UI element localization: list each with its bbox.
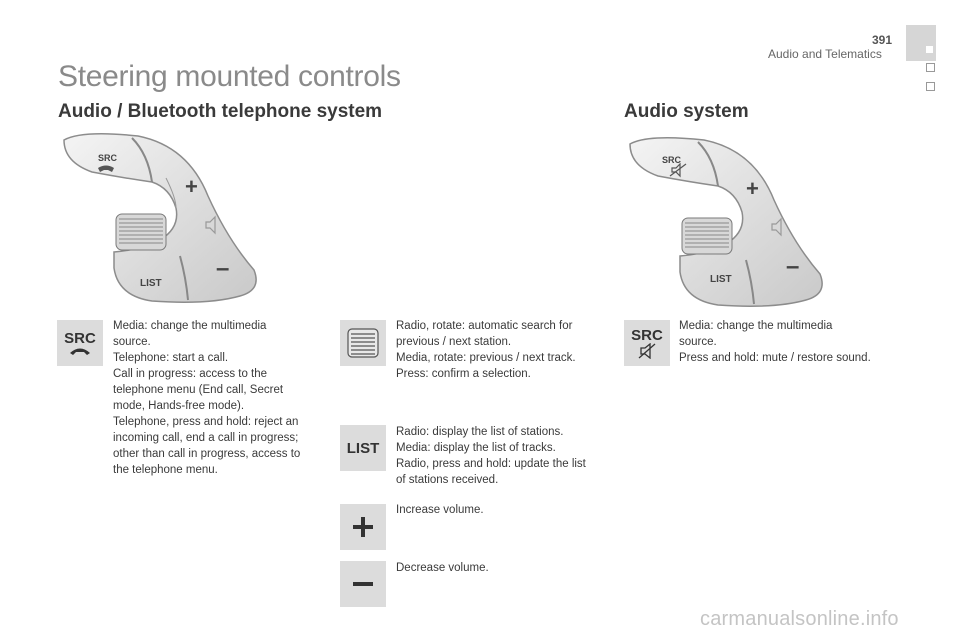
description-line: previous / next station. (396, 336, 512, 348)
thumbwheel-description (396, 318, 611, 382)
description-line: telephone menu (End call, Secret (113, 384, 284, 396)
description-line: Media, rotate: previous / next track. (396, 352, 576, 364)
left-section-title: Audio / Bluetooth telephone system (58, 101, 383, 122)
wheel-src-label: SRC (98, 153, 118, 163)
wheel-list-label: LIST (710, 274, 732, 285)
wheel-list-label: LIST (140, 278, 162, 289)
volume-up-icon-box (340, 504, 386, 550)
volume-down-icon-box (340, 561, 386, 607)
chapter-tab-square (926, 82, 935, 91)
list-description (396, 424, 611, 488)
description-line: Press: confirm a selection. (396, 368, 531, 380)
left-steering-control-illustration (56, 128, 266, 310)
plus-icon (351, 515, 375, 539)
wheel-minus-glyph: – (786, 253, 800, 280)
volume-up-description (396, 502, 611, 518)
thumbwheel-icon-box (340, 320, 386, 366)
description-line: Telephone: start a call. (113, 352, 229, 364)
description-line: Decrease volume. (396, 562, 489, 574)
description-line: source. (679, 336, 717, 348)
right-steering-control-illustration (622, 132, 832, 314)
description-line: Telephone, press and hold: reject an (113, 416, 299, 428)
description-line: of stations received. (396, 474, 499, 486)
page-title: Steering mounted controls (58, 60, 401, 93)
section-title: Audio and Telematics (768, 47, 882, 61)
src-phone-description (113, 318, 328, 478)
description-line: Radio, press and hold: update the list (396, 458, 586, 470)
description-line: Call in progress: access to the (113, 368, 268, 380)
description-line: Media: change the multimedia (113, 320, 267, 332)
page-number: 391 (872, 33, 893, 47)
src-label: SRC (631, 326, 663, 344)
description-line: Radio: display the list of stations. (396, 426, 564, 438)
src-mute-icon-box (624, 320, 670, 366)
description-line: Media: change the multimedia (679, 320, 833, 332)
description-line: Press and hold: mute / restore sound. (679, 352, 871, 364)
wheel-minus-glyph: – (216, 255, 230, 282)
wheel-plus-glyph: + (746, 176, 759, 201)
description-line: Radio, rotate: automatic search for (396, 320, 573, 332)
chapter-tab (906, 25, 936, 61)
description-line: Media: display the list of tracks. (396, 442, 556, 454)
phone-icon (68, 346, 92, 356)
list-icon-box (340, 425, 386, 471)
minus-icon (351, 572, 375, 596)
chapter-tab-marker (926, 46, 933, 53)
chapter-tab-square (926, 63, 935, 72)
description-line: other than call in progress, access to (113, 448, 301, 460)
src-phone-icon-box (57, 320, 103, 366)
description-line: source. (113, 336, 151, 348)
wheel-plus-glyph: + (185, 174, 198, 199)
list-label: LIST (346, 439, 380, 457)
volume-down-description (396, 560, 611, 576)
description-line: the telephone menu. (113, 464, 218, 476)
mute-icon (636, 343, 658, 359)
src-mute-description (679, 318, 909, 366)
right-section-title: Audio system (624, 101, 749, 122)
wheel-src-label: SRC (662, 155, 682, 165)
description-line: mode, Hands-free mode). (113, 400, 245, 412)
watermark: carmanualsonline.info (700, 608, 899, 630)
description-line: Increase volume. (396, 504, 484, 516)
src-label: SRC (64, 329, 96, 347)
description-line: incoming call, end a call in progress; (113, 432, 299, 444)
thumbwheel-icon (347, 328, 379, 358)
